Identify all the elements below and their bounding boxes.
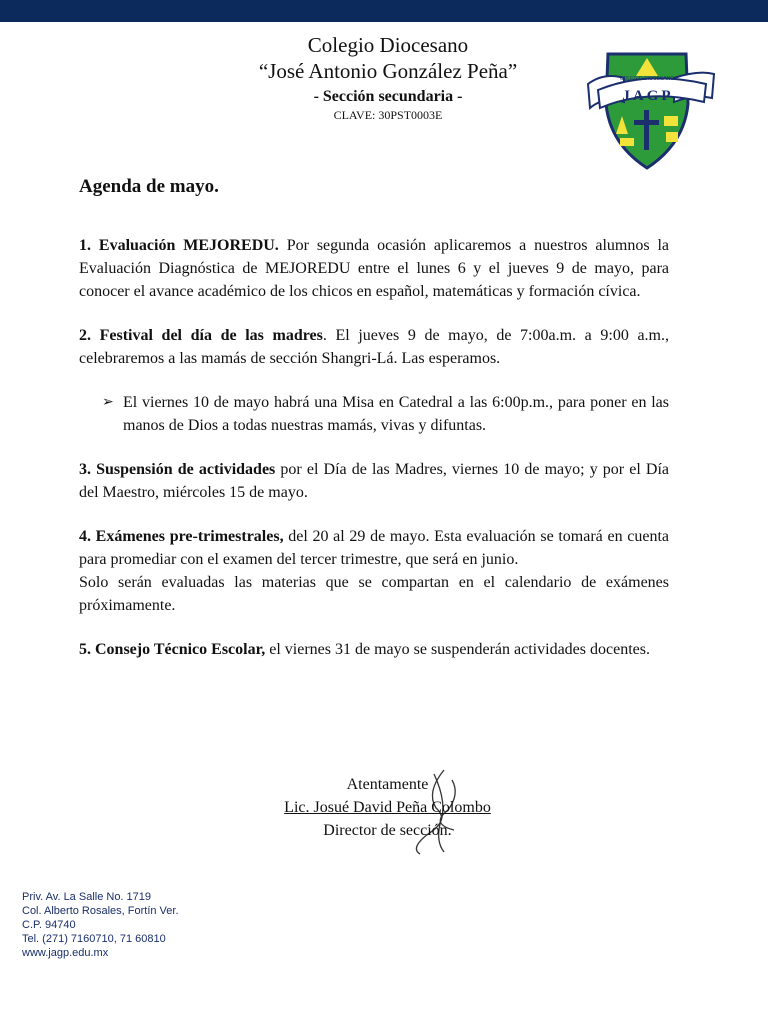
agenda-bullet-text: El viernes 10 de mayo habrá una Misa en Catedral a las 6:00p.m., para poner en las manos de Dios a todas nuestras mamás, vivas y difuntas. [123, 394, 669, 434]
agenda-item-2 [79, 324, 669, 370]
footer-postal-code: C.P. 94740 [22, 919, 76, 931]
agenda-item-5-text: el viernes 31 de mayo se suspenderán actividades docentes. [265, 641, 650, 658]
signature-block [220, 773, 555, 842]
closing-text: Atentamente [346, 776, 429, 793]
logo-text-main: JAGP [622, 88, 674, 104]
agenda-item-2-text: . El jueves 9 de mayo, de 7:00a.m. a 9:00 a.m., celebraremos a las mamás de sección Shangri-Lá. Las esperamos. [79, 327, 669, 367]
agenda-item-2-heading: 2. Festival del día de las madres [79, 327, 323, 344]
footer-address-line-1: Priv. Av. La Salle No. 1719 [22, 891, 152, 903]
agenda-item-4 [79, 525, 669, 571]
footer-address-line-2: Col. Alberto Rosales, Fortín Ver. [22, 905, 179, 917]
agenda-item-4-note: Solo serán evaluadas las materias que se compartan en el calendario de exámenes próximamente. [79, 574, 669, 614]
agenda-item-5-heading: 5. Consejo Técnico Escolar, [79, 641, 266, 658]
top-banner-bar [0, 0, 768, 22]
agenda-item-1 [79, 234, 669, 303]
agenda-title: Agenda de mayo. [79, 176, 219, 197]
section-label: - Sección secundaria - [313, 88, 463, 105]
agenda-item-3-text: por el Día de las Madres, viernes 10 de mayo; y por el Día del Maestro, miércoles 15 de mayo. [79, 461, 670, 501]
agenda-item-4-text: del 20 al 29 de mayo. Esta evaluación se tomará en cuenta para promediar con el examen del tercer trimestre, que será en junio. [79, 528, 670, 568]
agenda-item-1-text: Por segunda ocasión aplicaremos a nuestros alumnos la Evaluación Diagnóstica de MEJOREDU entre el lunes 6 y el jueves 9 de mayo, para conocer el avance académico de los chicos en español, matemáticas y formación cívica. [79, 237, 669, 300]
school-subtitle: “José Antonio González Peña” [258, 59, 518, 83]
agenda-item-3 [79, 458, 669, 504]
school-code: CLAVE: 30PST0003E [333, 108, 443, 122]
logo-text-top: COLEGIO DIOCESANO [619, 76, 675, 82]
letterhead [180, 32, 596, 123]
footer-website: www.jagp.edu.mx [22, 947, 109, 959]
school-name: Colegio Diocesano [307, 33, 469, 57]
agenda-item-1-heading: 1. Evaluación MEJOREDU. [79, 237, 279, 254]
agenda-bullet [102, 391, 669, 437]
agenda-content [79, 234, 669, 661]
agenda-item-3-heading: 3. Suspensión de actividades [79, 461, 276, 478]
signer-role: Director de sección. [323, 822, 452, 839]
arrow-bullet-icon: ➢ [102, 395, 114, 410]
footer-phone: Tel. (271) 7160710, 71 60810 [22, 933, 166, 945]
agenda-item-4-heading: 4. Exámenes pre-trimestrales, [79, 528, 284, 545]
signer-name: Lic. Josué David Peña Colombo [284, 799, 491, 816]
agenda-item-5 [79, 638, 669, 661]
footer-contact [22, 890, 179, 960]
school-crest-logo [584, 44, 718, 172]
